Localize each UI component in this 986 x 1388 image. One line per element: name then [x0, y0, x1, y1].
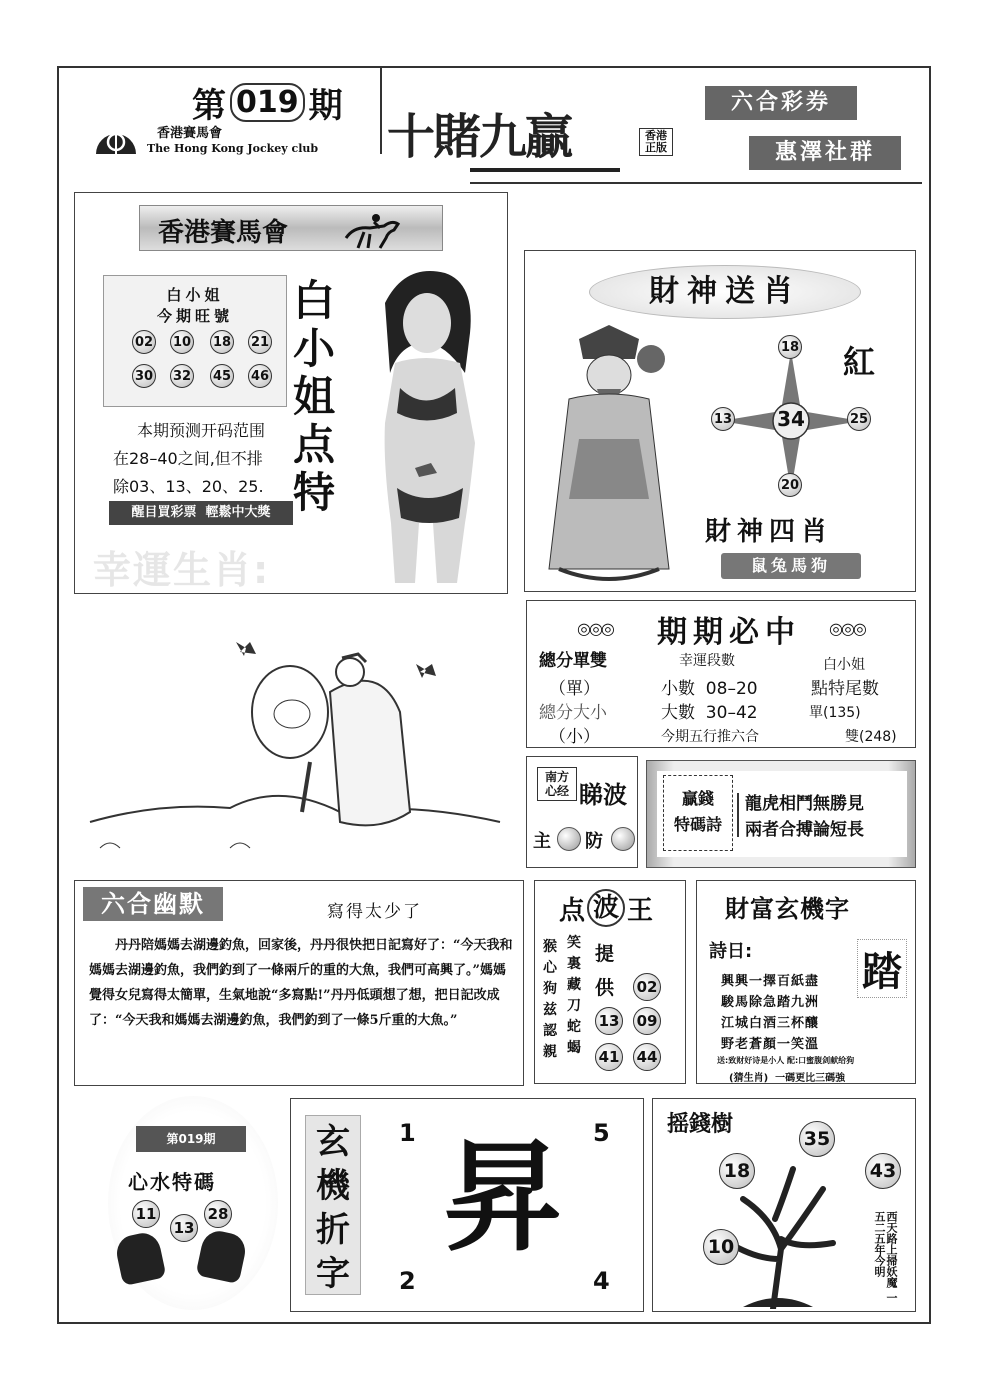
qiqi-panel — [526, 600, 916, 748]
caifu-line: 興興一擇百紙盡 — [721, 974, 820, 989]
caishen-subtitle: 財神四肖 — [705, 517, 834, 547]
xuanji-number: 2 — [399, 1267, 416, 1295]
poem-label1: 贏錢 — [681, 789, 714, 808]
issue-number: 019 — [230, 83, 305, 122]
scholar-illustration — [80, 612, 516, 862]
qiqi-right-dots-icon: ◎◎◎ — [829, 619, 865, 638]
boxing-glove-left-icon — [113, 1230, 166, 1286]
dianbo-col1: 猴心狗兹認親 — [543, 939, 557, 1060]
dianbo-ball: 41 — [595, 1043, 623, 1071]
bai-banner — [139, 205, 443, 251]
caifu-big-char: 踏 — [857, 939, 907, 998]
poem-label2: 特碼詩 — [673, 815, 722, 834]
dianbo-ball: 02 — [633, 973, 661, 1001]
caishen-right-ball: 25 — [847, 407, 871, 431]
caishen-bottom-ball: 20 — [778, 473, 802, 497]
bai-vertical-title: 白小姐点特 — [293, 276, 336, 517]
dianbo-title-a: 点 — [559, 895, 586, 926]
issue-prefix: 第 — [192, 86, 226, 126]
bai-card-title2: 今期旺號 — [156, 307, 233, 325]
caifu-line: 江城白酒三杯釀 — [721, 1016, 820, 1031]
poem-line: 兩者合搏論短長 — [745, 820, 864, 840]
caifu-line: 野老蒼顏一笑溫 — [721, 1037, 820, 1052]
tree-ball: 35 — [799, 1121, 835, 1157]
issue-title — [192, 78, 343, 127]
tree-ball: 43 — [865, 1153, 901, 1189]
caishen-left-ball: 13 — [711, 407, 735, 431]
humor-text: 丹丹陪媽媽去湖邊釣魚，回家後，丹丹很快把日記寫好了：“今天我和媽媽去湖邊釣魚，我們釣到了一條兩斤的重的大魚，我們可高興了。”媽媽覺得女兒寫得太簡單，生氣地說“多寫點!”丹丹低頭想了想，把日記改成了：“今天我和媽媽去湖邊釣魚，我們釣到了一條5斤重的大魚。” — [89, 938, 513, 1028]
humor-panel — [74, 880, 524, 1086]
bai-ball: 21 — [248, 330, 272, 354]
bai-card-title1: 白小姐 — [166, 286, 224, 304]
range-line: 本期预测开码范围 — [137, 421, 266, 440]
bai-banner-text: 香港賽馬會 — [158, 218, 289, 248]
range-line: 在28–40之间,但不排 — [113, 449, 263, 468]
poem-line: 龍虎相鬥無勝見 — [745, 794, 864, 814]
xinshui-ball: 11 — [132, 1200, 160, 1228]
tree-ball: 18 — [719, 1153, 755, 1189]
caifu-note2: (猜生肖) 一碼更比三碼強 — [729, 1073, 846, 1084]
qiqi-cell: 雙(248) — [845, 729, 897, 745]
caifu-panel — [696, 880, 916, 1084]
dianbo-ball: 13 — [595, 1007, 623, 1035]
jockey-club-logo-icon — [92, 118, 140, 154]
bai-ball: 46 — [248, 364, 272, 388]
dianbo-title-c: 王 — [627, 895, 654, 926]
bai-card — [103, 275, 287, 407]
bai-panel — [74, 192, 508, 594]
caifu-poem-label: 詩日: — [709, 941, 753, 962]
xuanji-panel — [290, 1098, 644, 1312]
caishen-title-oval — [589, 265, 861, 319]
qiqi-cell: 小數 08–20 — [661, 679, 758, 699]
yaoqian-side-text: 西天路上掃妖魔 一五二五年今明 — [873, 1211, 898, 1303]
xuanji-big-char: 昇 — [443, 1129, 563, 1268]
dianbo-title — [559, 889, 653, 927]
xinshui-ball: 28 — [204, 1200, 232, 1228]
qiqi-cell: 點特尾數 — [811, 679, 879, 699]
qiqi-cell: 總分大小 — [539, 703, 607, 723]
caishen-center: 34 — [777, 407, 805, 431]
club-name-cn: 香港賽馬會 — [157, 126, 223, 141]
dianbo-panel — [534, 880, 686, 1084]
poem-panel — [646, 760, 916, 868]
tree-ball: 10 — [703, 1229, 739, 1265]
caishen-top-ball: 18 — [778, 335, 802, 359]
tag-community: 惠澤社群 — [749, 136, 901, 170]
club-name-en: The Hong Kong Jockey club — [147, 142, 319, 155]
dianbo-ball: 09 — [633, 1007, 661, 1035]
dianbo-col2: 笑裏藏刀蛇蝎 — [567, 935, 581, 1056]
humor-tag: 六合幽默 — [83, 887, 223, 921]
header — [57, 66, 931, 190]
xuanji-label: 玄機折字 — [305, 1115, 361, 1295]
qiqi-cell: （單） — [549, 679, 600, 699]
dianbo-ball: 44 — [633, 1043, 661, 1071]
guard-label: 防 — [585, 831, 603, 852]
humor-title: 寫得太少了 — [327, 902, 422, 922]
xuanji-number: 4 — [593, 1267, 610, 1295]
nanfang-panel — [526, 756, 638, 868]
xinshui-title: 心水特碼 — [128, 1170, 216, 1194]
nanfang-badge: 南方心经 — [537, 767, 577, 801]
bai-watermark: 幸運生肖: — [93, 548, 271, 592]
caifu-title: 財富玄機字 — [725, 894, 850, 923]
dianbo-title-b: 波 — [587, 889, 625, 927]
caifu-lines — [721, 971, 819, 1055]
tag-mark-six: 六合彩券 — [705, 86, 857, 120]
xuanji-number: 5 — [593, 1119, 610, 1147]
qiqi-cell: 今期五行推六合 — [661, 729, 759, 745]
model-figure — [345, 263, 505, 593]
main-title: 十賭九贏 — [387, 109, 572, 165]
caishen-panel — [524, 250, 916, 592]
qiqi-cell: 白小姐 — [823, 657, 865, 673]
bai-slogan: 醒目買彩票 輕鬆中大獎 — [109, 501, 293, 525]
caifu-note1: 送:致财好诗是小人 配:口蜜腹剑献给狗 — [717, 1056, 855, 1065]
poem-text — [745, 791, 864, 843]
xinshui-ball: 13 — [170, 1214, 198, 1242]
qiqi-cell: 大數 30–42 — [661, 703, 758, 723]
bai-ball: 45 — [210, 364, 234, 388]
xinshui-badge: 第019期 — [136, 1126, 246, 1152]
nanfang-title: 睇波 — [579, 781, 627, 809]
bai-ball: 18 — [210, 330, 234, 354]
caishen-title: 財神送肖 — [649, 274, 801, 309]
qiqi-title: 期期必中 — [657, 615, 801, 650]
caifu-line: 駿馬除急踏九洲 — [721, 995, 820, 1010]
qiqi-cell: （小） — [549, 727, 600, 747]
main-label: 主 — [533, 831, 551, 852]
bai-ball: 10 — [170, 330, 194, 354]
issue-suffix: 期 — [308, 86, 343, 126]
guard-ball-icon — [611, 827, 635, 851]
dianbo-provide: 提供 — [595, 943, 615, 999]
god-of-wealth-figure — [539, 319, 679, 589]
bai-range-text — [113, 417, 265, 501]
caishen-color-word: 紅 — [843, 343, 876, 381]
qiqi-left-dots-icon: ◎◎◎ — [577, 619, 613, 638]
xuanji-number: 1 — [399, 1119, 416, 1147]
horse-racing-icon — [340, 208, 420, 252]
yaoqian-panel — [652, 1098, 916, 1312]
bai-ball: 32 — [170, 364, 194, 388]
authentic-stamp: 香港正版 — [639, 128, 673, 156]
caishen-zodiacs: 鼠兔馬狗 — [721, 553, 861, 579]
bai-ball: 02 — [132, 330, 156, 354]
xinshui-panel — [108, 1096, 278, 1310]
range-line: 除03、13、20、25. — [113, 477, 264, 496]
poem-label-box — [663, 775, 733, 851]
qiqi-cell: 幸運段數 — [679, 653, 735, 669]
boxing-glove-right-icon — [195, 1228, 248, 1284]
yaoqian-title: 摇錢樹 — [667, 1112, 734, 1137]
bai-ball: 30 — [132, 364, 156, 388]
main-ball-icon — [557, 827, 581, 851]
qiqi-cell: 總分單雙 — [539, 651, 607, 671]
qiqi-cell: 單(135) — [809, 705, 861, 721]
